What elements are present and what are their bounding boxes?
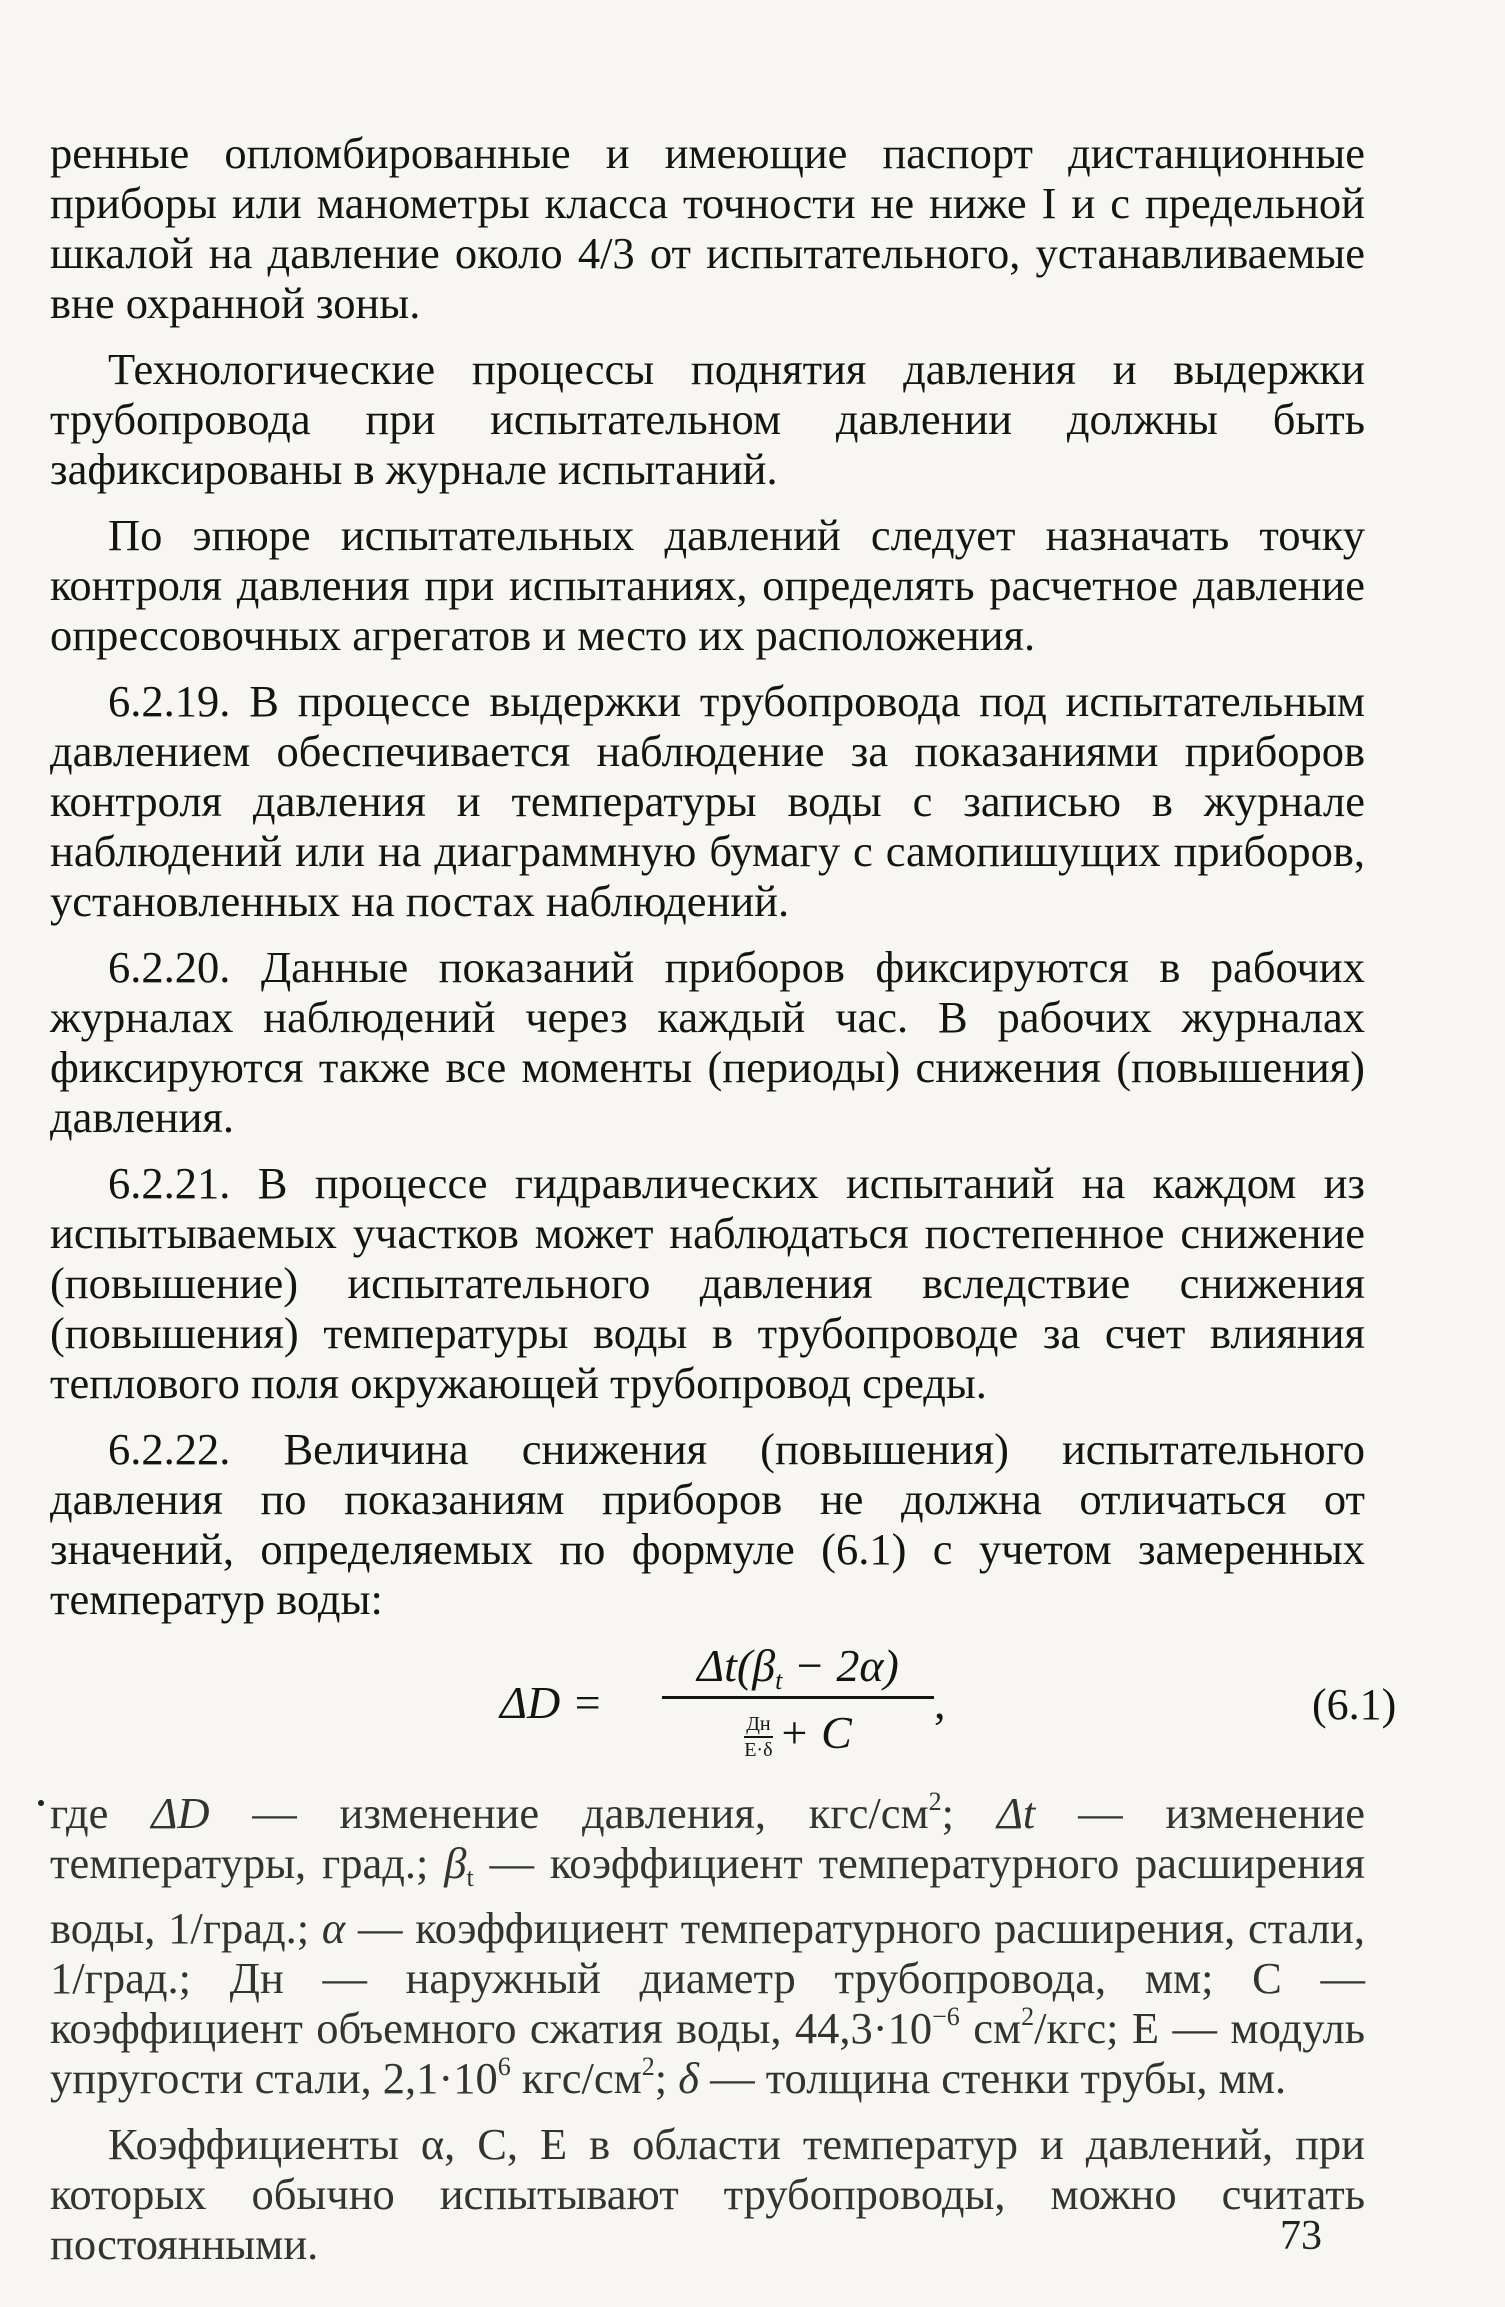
paragraph-coefficients: Коэффициенты α, С, Е в области температур и давлений, при которых обычно испытывают трубопроводы, можно считать постоянными. (50, 2119, 1365, 2269)
formula-fraction (662, 1638, 934, 1763)
page-number: 73 (1280, 2213, 1322, 2259)
paragraph-2: Технологические процессы поднятия давления и выдержки трубопровода при испытательном давлении должны быть зафиксированы в журнале испытаний. (50, 344, 1365, 494)
paragraph-6-2-22: 6.2.22. Величина снижения (повышения) испытательного давления по показаниям приборов не должна отличаться от значений, определяемых по формуле (6.1) с учетом замеренных температур воды: (50, 1424, 1365, 1624)
paragraph-where: где ΔD — изменение давления, кгс/$см^2$; Δt — изменение температуры, град.; $\beta_t$ — коэффициент температурного расширения воды, 1/град.; α — коэффициент температурного расширения, стали, 1/град.; Дн — наружный диаметр трубопровода, мм; С — коэффициент объемного сжатия воды, $44,3\cdot 10^{-6}$ $см^2$/кгс; Е — модуль упругости стали, $2,1\cdot 10^6$ кгс/$см^2$; δ — толщина стенки трубы, мм. (50, 1787, 1365, 2103)
formula-lhs: ΔD = (500, 1677, 603, 1728)
fraction-bar (662, 1696, 934, 1699)
paragraph-6-2-19: 6.2.19. В процессе выдержки трубопровода под испытательным давлением обеспечивается наблюдение за показаниями приборов контроля давления и температуры воды с записью в журнале наблюдений или на диаграммную бумагу с самопишущих приборов, установленных на постах наблюдений. (50, 676, 1365, 926)
ink-speck (38, 1800, 44, 1806)
formula-6-1 (50, 1638, 1397, 1770)
paragraph-6-2-21: 6.2.21. В процессе гидравлических испытаний на каждом из испытываемых участков может наблюдаться постепенное снижение (повышение) испытательного давления вследствие снижения (повышения) температуры воды в трубопроводе за счет влияния теплового поля окружающей трубопровод среды. (50, 1158, 1365, 1408)
formula-numerator: $\Delta t(\beta_t - 2\alpha)$ (697, 1640, 899, 1695)
body-text (50, 128, 1397, 2269)
formula-number: (6.1) (1312, 1680, 1397, 1729)
mini-fraction: Дн E·δ (744, 1713, 773, 1762)
formula-comma: , (934, 1677, 946, 1728)
paragraph-3: По эпюре испытательных давлений следует назначать точку контроля давления при испытаниях, определять расчетное давление опрессовочных агрегатов и место их расположения. (50, 510, 1365, 660)
formula-denominator: Дн E·δ + C (744, 1707, 852, 1762)
paragraph-1: ренные опломбированные и имеющие паспорт дистанционные приборы или манометры класса точности не ниже I и с предельной шкалой на давление около 4/3 от испытательного, устанавливаемые вне охранной зоны. (50, 128, 1365, 328)
paragraph-6-2-20: 6.2.20. Данные показаний приборов фиксируются в рабочих журналах наблюдений через каждый час. В рабочих журналах фиксируются также все моменты (периоды) снижения (повышения) давления. (50, 942, 1365, 1142)
